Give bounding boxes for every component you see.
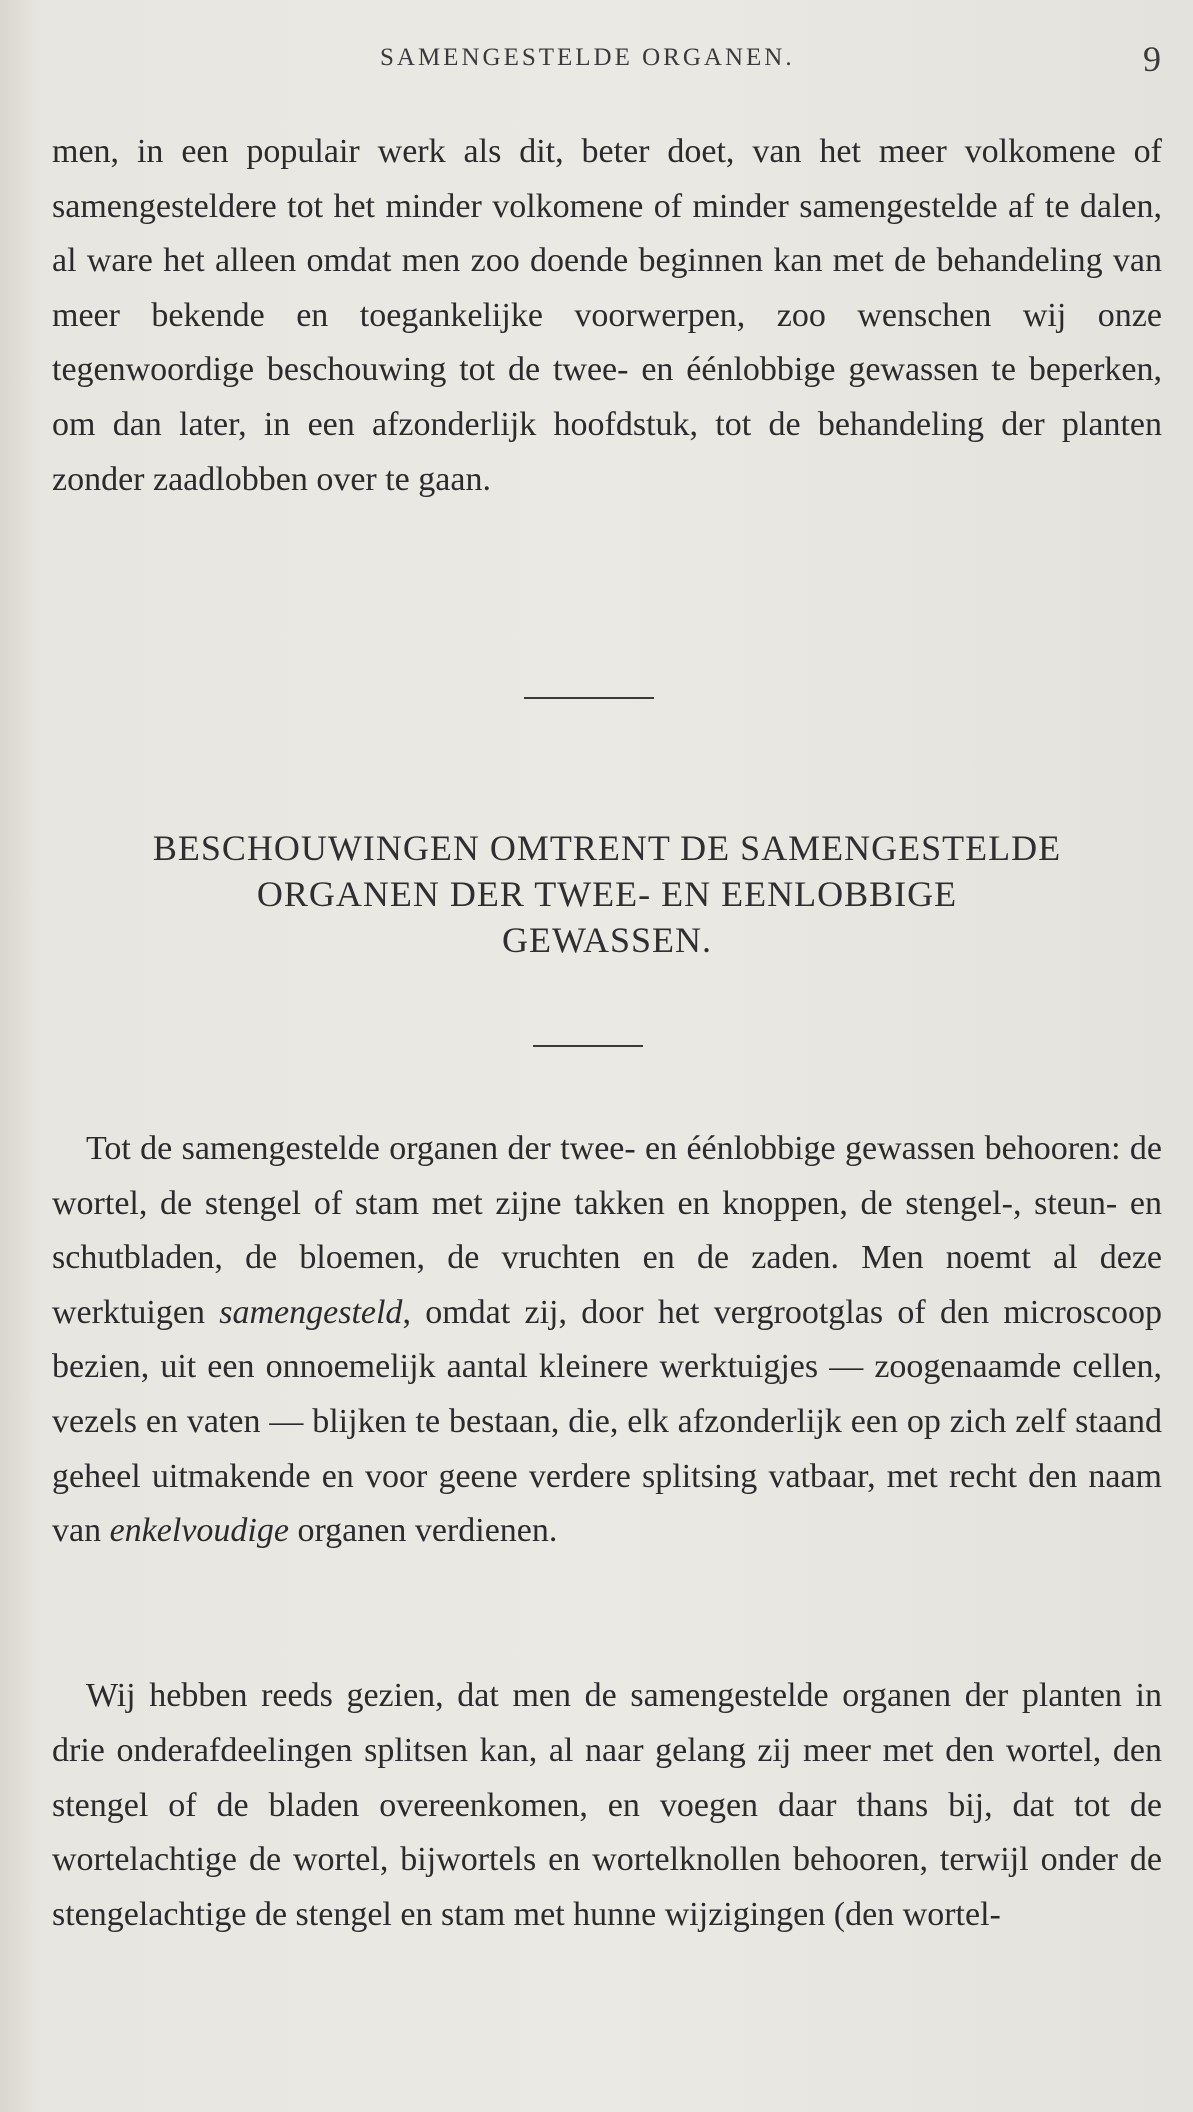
page-number: 9 xyxy=(1143,39,1161,79)
running-head: SAMENGESTELDE ORGANEN. xyxy=(380,44,795,71)
section-heading-line-3: GEWASSEN. xyxy=(501,920,712,960)
paragraph-subdivisions: Wij hebben reeds gezien, dat men de samengestelde organen der planten in drie onderafdeelingen splitsen kan, al naar gelang zij meer met den wortel, den stengel of de bladen overeenkomen, en voegen daar thans bij, dat tot de wortelachtige de wortel, bijwortels en wortelknollen behooren, terwijl onder de stengelachtige de stengel en stam met hunne wijzigingen (den wortel- xyxy=(52,1677,1162,1934)
italic-term-enkelvoudige: enkelvoudige xyxy=(109,1512,289,1550)
paragraph-organs-text-1: Tot de samengestelde organen der twee- en éénlobbige gewassen behooren: de wortel, de stengel of stam met zijne takken en knoppen, de stengel-, steun- en schutbladen, de bloemen, de vruchten en de zaden. Men noemt al deze werktuigen xyxy=(52,1130,1162,1331)
heading-underline-rule xyxy=(533,1045,643,1047)
divider-rule xyxy=(524,697,654,699)
section-heading-line-2: ORGANEN DER TWEE- EN EENLOBBIGE xyxy=(256,874,958,914)
italic-term-samengesteld: samengesteld xyxy=(219,1293,403,1331)
paragraph-organs xyxy=(52,1122,1162,1559)
section-heading xyxy=(52,825,1162,963)
paragraph-organs-text-3: organen verdienen. xyxy=(288,1512,558,1550)
paragraph-intro: men, in een populair werk als dit, beter doet, van het meer volkomene of samengesteldere tot het minder volkomene of minder samengestelde af te dalen, al ware het alleen omdat men zoo doende beginnen kan met de behandeling van meer bekende en toegankelijke voorwerpen, zoo wenschen wij onze tegenwoordige beschouwing tot de twee- en éénlobbige gewassen te beperken, om dan later, in een afzonderlijk hoofdstuk, tot de behandeling der planten zonder zaadlobben over te gaan. xyxy=(52,133,1162,498)
page-header xyxy=(0,38,1193,78)
section-heading-line-1: BESCHOUWINGEN OMTRENT DE SAMENGESTELDE xyxy=(152,828,1062,868)
paragraph-organs-text-2: , omdat zij, door het vergrootglas of den microscoop bezien, uit een onnoemelijk aantal kleinere werktuigjes — zoogenaamde cellen, vezels en vaten — blijken te bestaan, die, elk afzonderlijk een op zich zelf staand geheel uitmakende en voor geene verdere splitsing vatbaar, met recht den naam van xyxy=(52,1293,1163,1550)
